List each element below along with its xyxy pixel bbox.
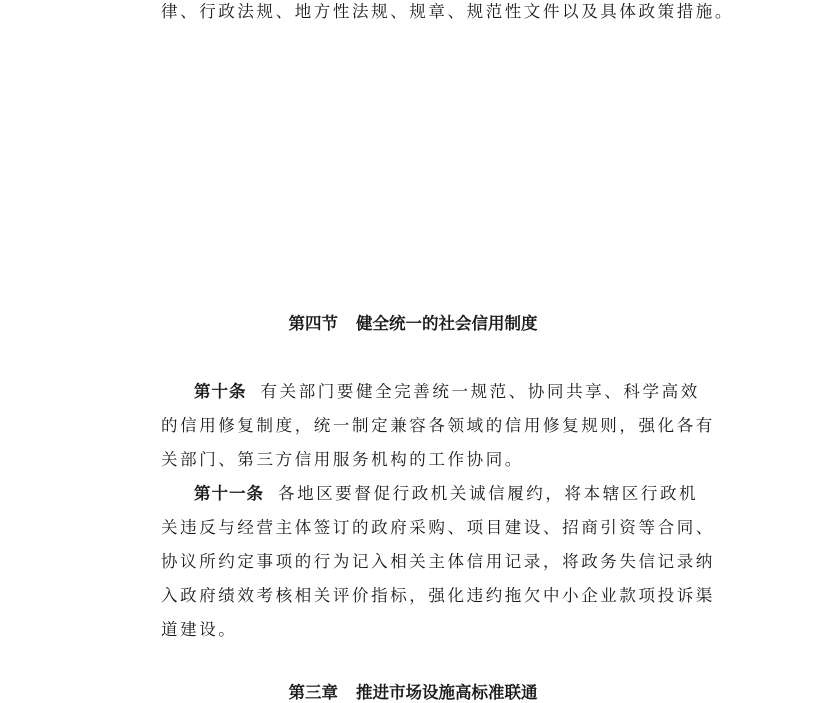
article-11-line-2: 关违反与经营主体签订的政府采购、项目建设、招商引资等合同、 bbox=[161, 518, 715, 537]
article-10-line-2: 的信用修复制度，统一制定兼容各领域的信用修复规则，强化各有 bbox=[161, 416, 715, 435]
article-11-line-3: 协议所约定事项的行为记入相关主体信用记录，将政务失信记录纳 bbox=[161, 552, 715, 571]
section-number: 第四节 bbox=[288, 314, 338, 333]
article-10-line-1: 第十条 有关部门要健全完善统一规范、协同共享、科学高效 bbox=[194, 382, 700, 401]
article-11-line-4: 入政府绩效考核相关评价指标，强化违约拖欠中小企业款项投诉渠 bbox=[161, 586, 715, 605]
article-10-line-3: 关部门、第三方信用服务机构的工作协同。 bbox=[161, 450, 524, 469]
chapter-number: 第三章 bbox=[288, 683, 338, 702]
section-heading bbox=[0, 314, 826, 334]
chapter-heading bbox=[0, 683, 826, 703]
section-title: 健全统一的社会信用制度 bbox=[356, 314, 538, 333]
article-10-label: 第十条 bbox=[194, 382, 247, 401]
chapter-title: 推进市场设施高标准联通 bbox=[356, 683, 538, 702]
article-11-label: 第十一条 bbox=[194, 484, 264, 503]
article-11-line-1: 第十一条 各地区要督促行政机关诚信履约，将本辖区行政机 bbox=[194, 484, 699, 503]
paragraph-fragment: 律、行政法规、地方性法规、规章、规范性文件以及具体政策措施。 bbox=[161, 2, 734, 21]
article-11-line-5: 道建设。 bbox=[161, 620, 238, 639]
